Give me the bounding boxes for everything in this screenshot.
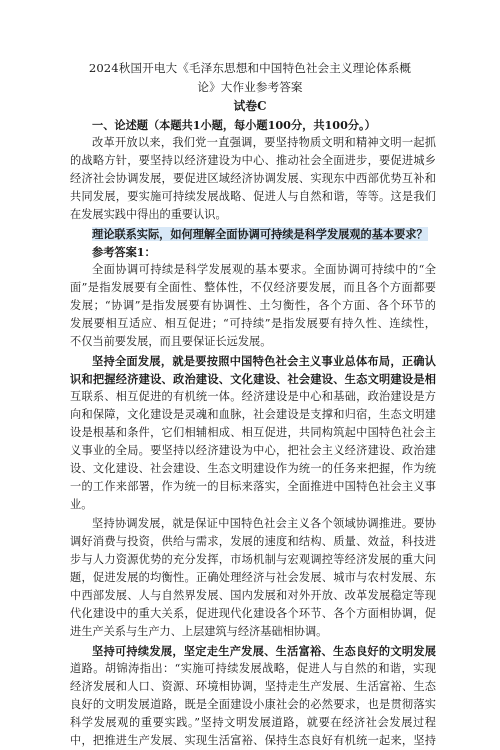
paragraph-line: 向和保障，文化建设是灵魂和血脉，社会建设是支撑和归宿，生态文明建 [70, 408, 436, 421]
paragraph-line: 义事业的全局。要坚持以经济建设为中心，把社会主义经济建设、政治建 [70, 444, 436, 457]
answer-label: 参考答案1： [92, 245, 156, 259]
paragraph-line: 良好的文明发展道路，既是全面建设小康社会的必然要求，也是贯彻落实 [70, 698, 436, 711]
paragraph-line: 中西部发展、人与自然界发展、国内发展和对外开放、改革发展稳定等现 [70, 589, 436, 602]
paragraph-line: 发展要相互适应、相互促进；“可持续”是指发展要有持久性、连续性， [70, 317, 436, 330]
paragraph-line: 不仅当前要发展，而且要保证长远发展。 [70, 335, 272, 348]
paragraph-line: 一的工作来部署，作为统一的目标来落实，全面推进中国特色社会主义事 [70, 480, 436, 493]
paragraph-line: 题，促进发展的均衡性。正确处理经济与社会发展、城市与农村发展、东 [70, 571, 436, 584]
paragraph-line: 面”是指发展要有全面性、整体性，不仅经济要发展，而且各个方面都要 [70, 281, 436, 294]
intro-line: 改革开放以来，我们党一直强调，要坚持物质文明和精神文明一起抓 [92, 136, 436, 149]
paragraph-line: 道路。胡锦涛指出：“实施可持续发展战略，促进人与自然的和谐，实现 [70, 662, 436, 675]
paragraph-line: 进生产关系与生产力、上层建筑与经济基础相协调。 [70, 625, 328, 638]
paragraph-line: 步与人力资源优势的充分发挥，市场机制与宏观调控等经济发展的重大问 [70, 553, 436, 566]
paragraph-line: 调好消费与投资，供给与需求，发展的速度和结构、质量、效益，科技进 [70, 535, 436, 548]
paragraph-line: 坚持协调发展，就是保证中国特色社会主义各个领域协调推进。要协 [92, 517, 436, 530]
paragraph-line: 坚持全面发展，就是要按照中国特色社会主义事业总体布局，正确认 [92, 354, 436, 368]
question-text: 理论联系实际，如何理解全面协调可持续是科学发展观的基本要求？ [92, 227, 428, 241]
intro-line: 共同发展，要实施可持续发展战略、促进人与自然和谐，等等。这是我们 [70, 190, 436, 203]
paragraph-line: 经济发展和人口、资源、环境相协调，坚持走生产发展、生活富裕、生态 [70, 680, 436, 693]
doc-title-line-1: 2024秋国开电大《毛泽东思想和中国特色社会主义理论体系概 [88, 61, 412, 75]
paragraph-line: 科学发展观的重要实践。”坚持文明发展道路，就要在经济社会发展过程 [70, 716, 436, 729]
intro-line: 的战略方针，要坚持以经济建设为中心、推动社会全面进步，要促进城乡 [70, 154, 436, 167]
paragraph-line: 识和把握经济建设、政治建设、文化建设、社会建设、生态文明建设是相 [70, 372, 436, 386]
intro-line: 经济社会协调发展，要促进区域经济协调发展、实现东中西部优势互补和 [70, 172, 436, 185]
paragraph-line: 全面协调可持续是科学发展观的基本要求。全面协调可持续中的“全 [92, 263, 436, 276]
paragraph-line: 中，把推进生产发展、实现生活富裕、保持生态良好有机统一起来，坚持 [70, 734, 436, 747]
doc-title-line-2: 论》大作业参考答案 [197, 80, 303, 94]
paragraph-line: 互联系、相互促进的有机统一体。经济建设是中心和基础，政治建设是方 [70, 390, 436, 403]
paragraph-line: 业。 [70, 498, 93, 511]
paper-label: 试卷C [233, 99, 267, 113]
intro-line: 在发展实践中得出的重要认识。 [70, 208, 227, 221]
paragraph-line: 设、文化建设、社会建设、生态文明建设作为统一的任务来把握，作为统 [70, 462, 436, 475]
section-heading: 一、论述题（本题共1小题，每小题100分，共100分。） [92, 118, 376, 132]
paragraph-line: 发展；“协调”是指发展要有协调性、土匀衡性，各个方面、各个环节的 [70, 299, 436, 312]
paragraph-line: 代化建设中的重大关系，促进现代化建设各个环节、各个方面相协调，促 [70, 607, 436, 620]
paragraph-line: 设是根基和条件，它们相辅相成、相互促进，共同构筑起中国特色社会主 [70, 426, 436, 439]
paragraph-line: 坚持可持续发展，坚定走生产发展、生活富裕、生态良好的文明发展 [92, 644, 436, 658]
